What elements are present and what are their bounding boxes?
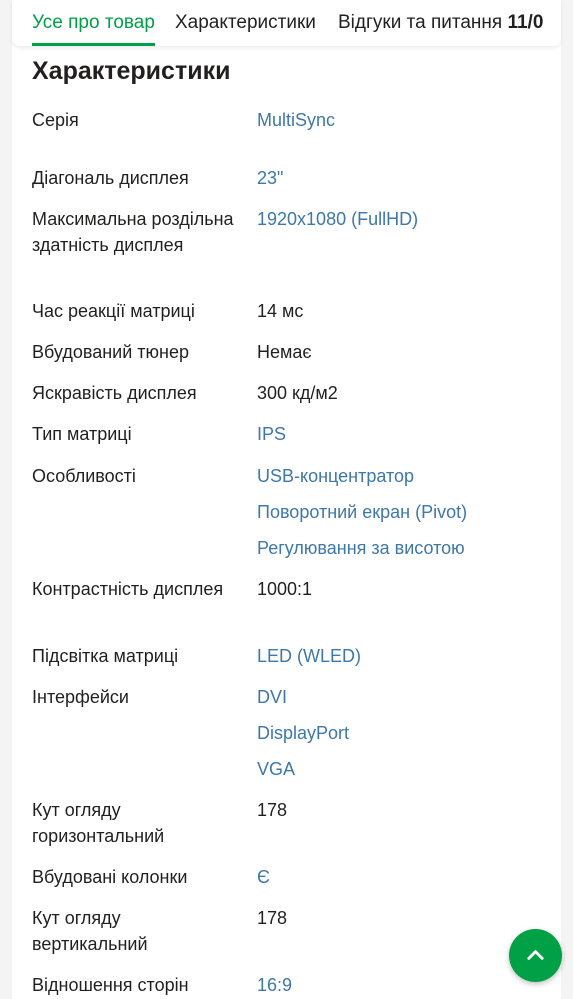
spec-label: Інтерфейси (32, 687, 129, 707)
spec-values (257, 421, 547, 447)
spec-value-link[interactable]: IPS (257, 424, 287, 444)
spec-label: Вбудовані колонки (32, 867, 188, 887)
spec-label: Відношення сторін (32, 975, 189, 995)
spec-value-link[interactable]: USB-концентратор (257, 466, 415, 486)
product-tabs (12, 0, 561, 46)
spec-values (257, 576, 547, 602)
spec-values (257, 684, 547, 782)
spec-label: Серія (32, 110, 79, 130)
scroll-to-top-button[interactable] (509, 929, 562, 982)
spec-value: Немає (257, 342, 312, 362)
spec-values (257, 643, 547, 669)
spec-values (257, 463, 547, 561)
spec-values (257, 206, 547, 232)
reviews-count: 11/0 (507, 12, 544, 33)
tab-all-about-product[interactable] (32, 10, 155, 46)
spec-values (257, 107, 547, 133)
chevron-up-icon (524, 944, 547, 967)
spec-value-link[interactable]: 16:9 (257, 975, 293, 995)
spec-label: Особливості (32, 466, 136, 486)
spec-value-link[interactable]: MultiSync (257, 110, 336, 130)
spec-label: Тип матриці (32, 424, 132, 444)
spec-label: Максимальна роздільна здатність дисплея (32, 209, 234, 255)
spec-label: Вбудований тюнер (32, 342, 189, 362)
tab-characteristics[interactable] (175, 10, 316, 46)
spec-label: Кут огляду горизонтальний (32, 800, 165, 846)
section-title: Характеристики (32, 57, 231, 85)
spec-label: Яскравість дисплея (32, 383, 197, 403)
spec-value: 178 (257, 908, 288, 928)
spec-label: Кут огляду вертикальний (32, 908, 148, 954)
spec-label: Контрастність дисплея (32, 579, 224, 599)
spec-value: 14 мс (257, 301, 304, 321)
spec-value-link[interactable]: 1920x1080 (FullHD) (257, 209, 419, 229)
spec-label: Час реакції матриці (32, 301, 195, 321)
spec-value-link[interactable]: DisplayPort (257, 723, 350, 743)
spec-value-link[interactable]: VGA (257, 759, 296, 779)
spec-value-link[interactable]: 23" (257, 168, 284, 188)
spec-values (257, 797, 547, 823)
tab-label: Відгуки та питання (338, 12, 503, 33)
tab-reviews-questions[interactable] (338, 10, 543, 46)
spec-values (257, 339, 547, 365)
tab-label: Характеристики (175, 12, 316, 33)
spec-value-link[interactable]: Є (257, 867, 270, 887)
spec-value-link[interactable]: Поворотний екран (Pivot) (257, 502, 468, 522)
spec-value-link[interactable]: DVI (257, 687, 288, 707)
spec-values (257, 380, 547, 406)
spec-value: 1000:1 (257, 579, 313, 599)
spec-values (257, 972, 547, 998)
spec-value-link[interactable]: LED (WLED) (257, 646, 362, 666)
spec-values (257, 905, 547, 931)
spec-values (257, 165, 547, 191)
spec-values (257, 298, 547, 324)
tab-label: Усе про товар (32, 12, 155, 33)
spec-label: Діагональ дисплея (32, 168, 189, 188)
spec-values (257, 864, 547, 890)
spec-label: Підсвітка матриці (32, 646, 179, 666)
spec-value: 178 (257, 800, 288, 820)
spec-value-link[interactable]: Регулювання за висотою (257, 538, 465, 558)
spec-value: 300 кд/м2 (257, 383, 338, 403)
